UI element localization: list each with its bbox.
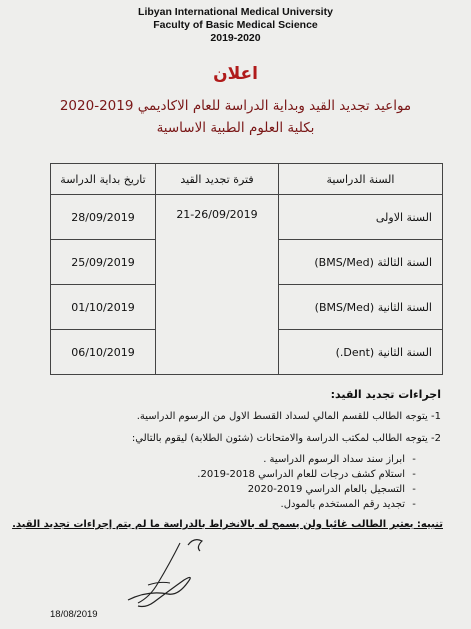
year-cell: السنة الثانية (Dent.) [279, 330, 443, 375]
col-header-start-date: تاريخ بداية الدراسة [51, 164, 156, 195]
list-item: - تجديد رقم المستخدم بالمودل. [197, 497, 423, 512]
list-item: - التسجيل بالعام الدراسي 2019-2020 [197, 482, 423, 497]
col-header-registration: فترة تجديد القيد [156, 164, 279, 195]
registration-period-cell: 21-26/09/2019 [156, 195, 279, 375]
table-header-row [51, 164, 443, 195]
announcement-faculty-line: بكلية العلوم الطبية الاساسية [156, 120, 315, 136]
procedures-heading: اجراءات تجديد القيد: [330, 388, 441, 401]
year-cell: السنة الثانية (BMS/Med) [279, 285, 443, 330]
academic-year: 2019-2020 [210, 32, 261, 44]
col-header-year: السنة الدراسية [279, 164, 443, 195]
year-cell: السنة الاولى [279, 195, 443, 240]
university-name: Libyan International Medical University [138, 6, 333, 18]
schedule-table [50, 163, 443, 375]
year-cell: السنة الثالثة (BMS/Med) [279, 240, 443, 285]
procedure-step-1: 1- يتوجه الطالب للقسم المالي لسداد القسط الاول من الرسوم الدراسية. [136, 411, 441, 422]
document-header [0, 6, 471, 45]
start-date-cell: 06/10/2019 [51, 330, 156, 375]
start-date-cell: 25/09/2019 [51, 240, 156, 285]
announcement-title: اعلان [213, 64, 258, 84]
list-item: - ابراز سند سداد الرسوم الدراسية . [197, 452, 423, 467]
announcement-subtitle: مواعيد تجديد القيد وبداية الدراسة للعام الاكاديمي 2019-2020 [59, 98, 412, 114]
document-date: 18/08/2019 [50, 609, 98, 620]
signature-icon [118, 525, 228, 615]
warning-note: تنبيه: يعتبر الطالب غائبا ولن يسمح له بالانخراط بالدراسة ما لم يتم إجراءات تجديد القيد. [12, 519, 443, 530]
list-item: - استلام كشف درجات للعام الدراسي 2018-2019. [197, 467, 423, 482]
procedure-step-2: 2- يتوجه الطالب لمكتب الدراسة والامتحانات (شئون الطلابة) ليقوم بالتالي: [131, 433, 441, 444]
procedure-bullets [197, 452, 423, 512]
table-row [51, 195, 443, 240]
faculty-name: Faculty of Basic Medical Science [153, 19, 318, 31]
start-date-cell: 28/09/2019 [51, 195, 156, 240]
start-date-cell: 01/10/2019 [51, 285, 156, 330]
